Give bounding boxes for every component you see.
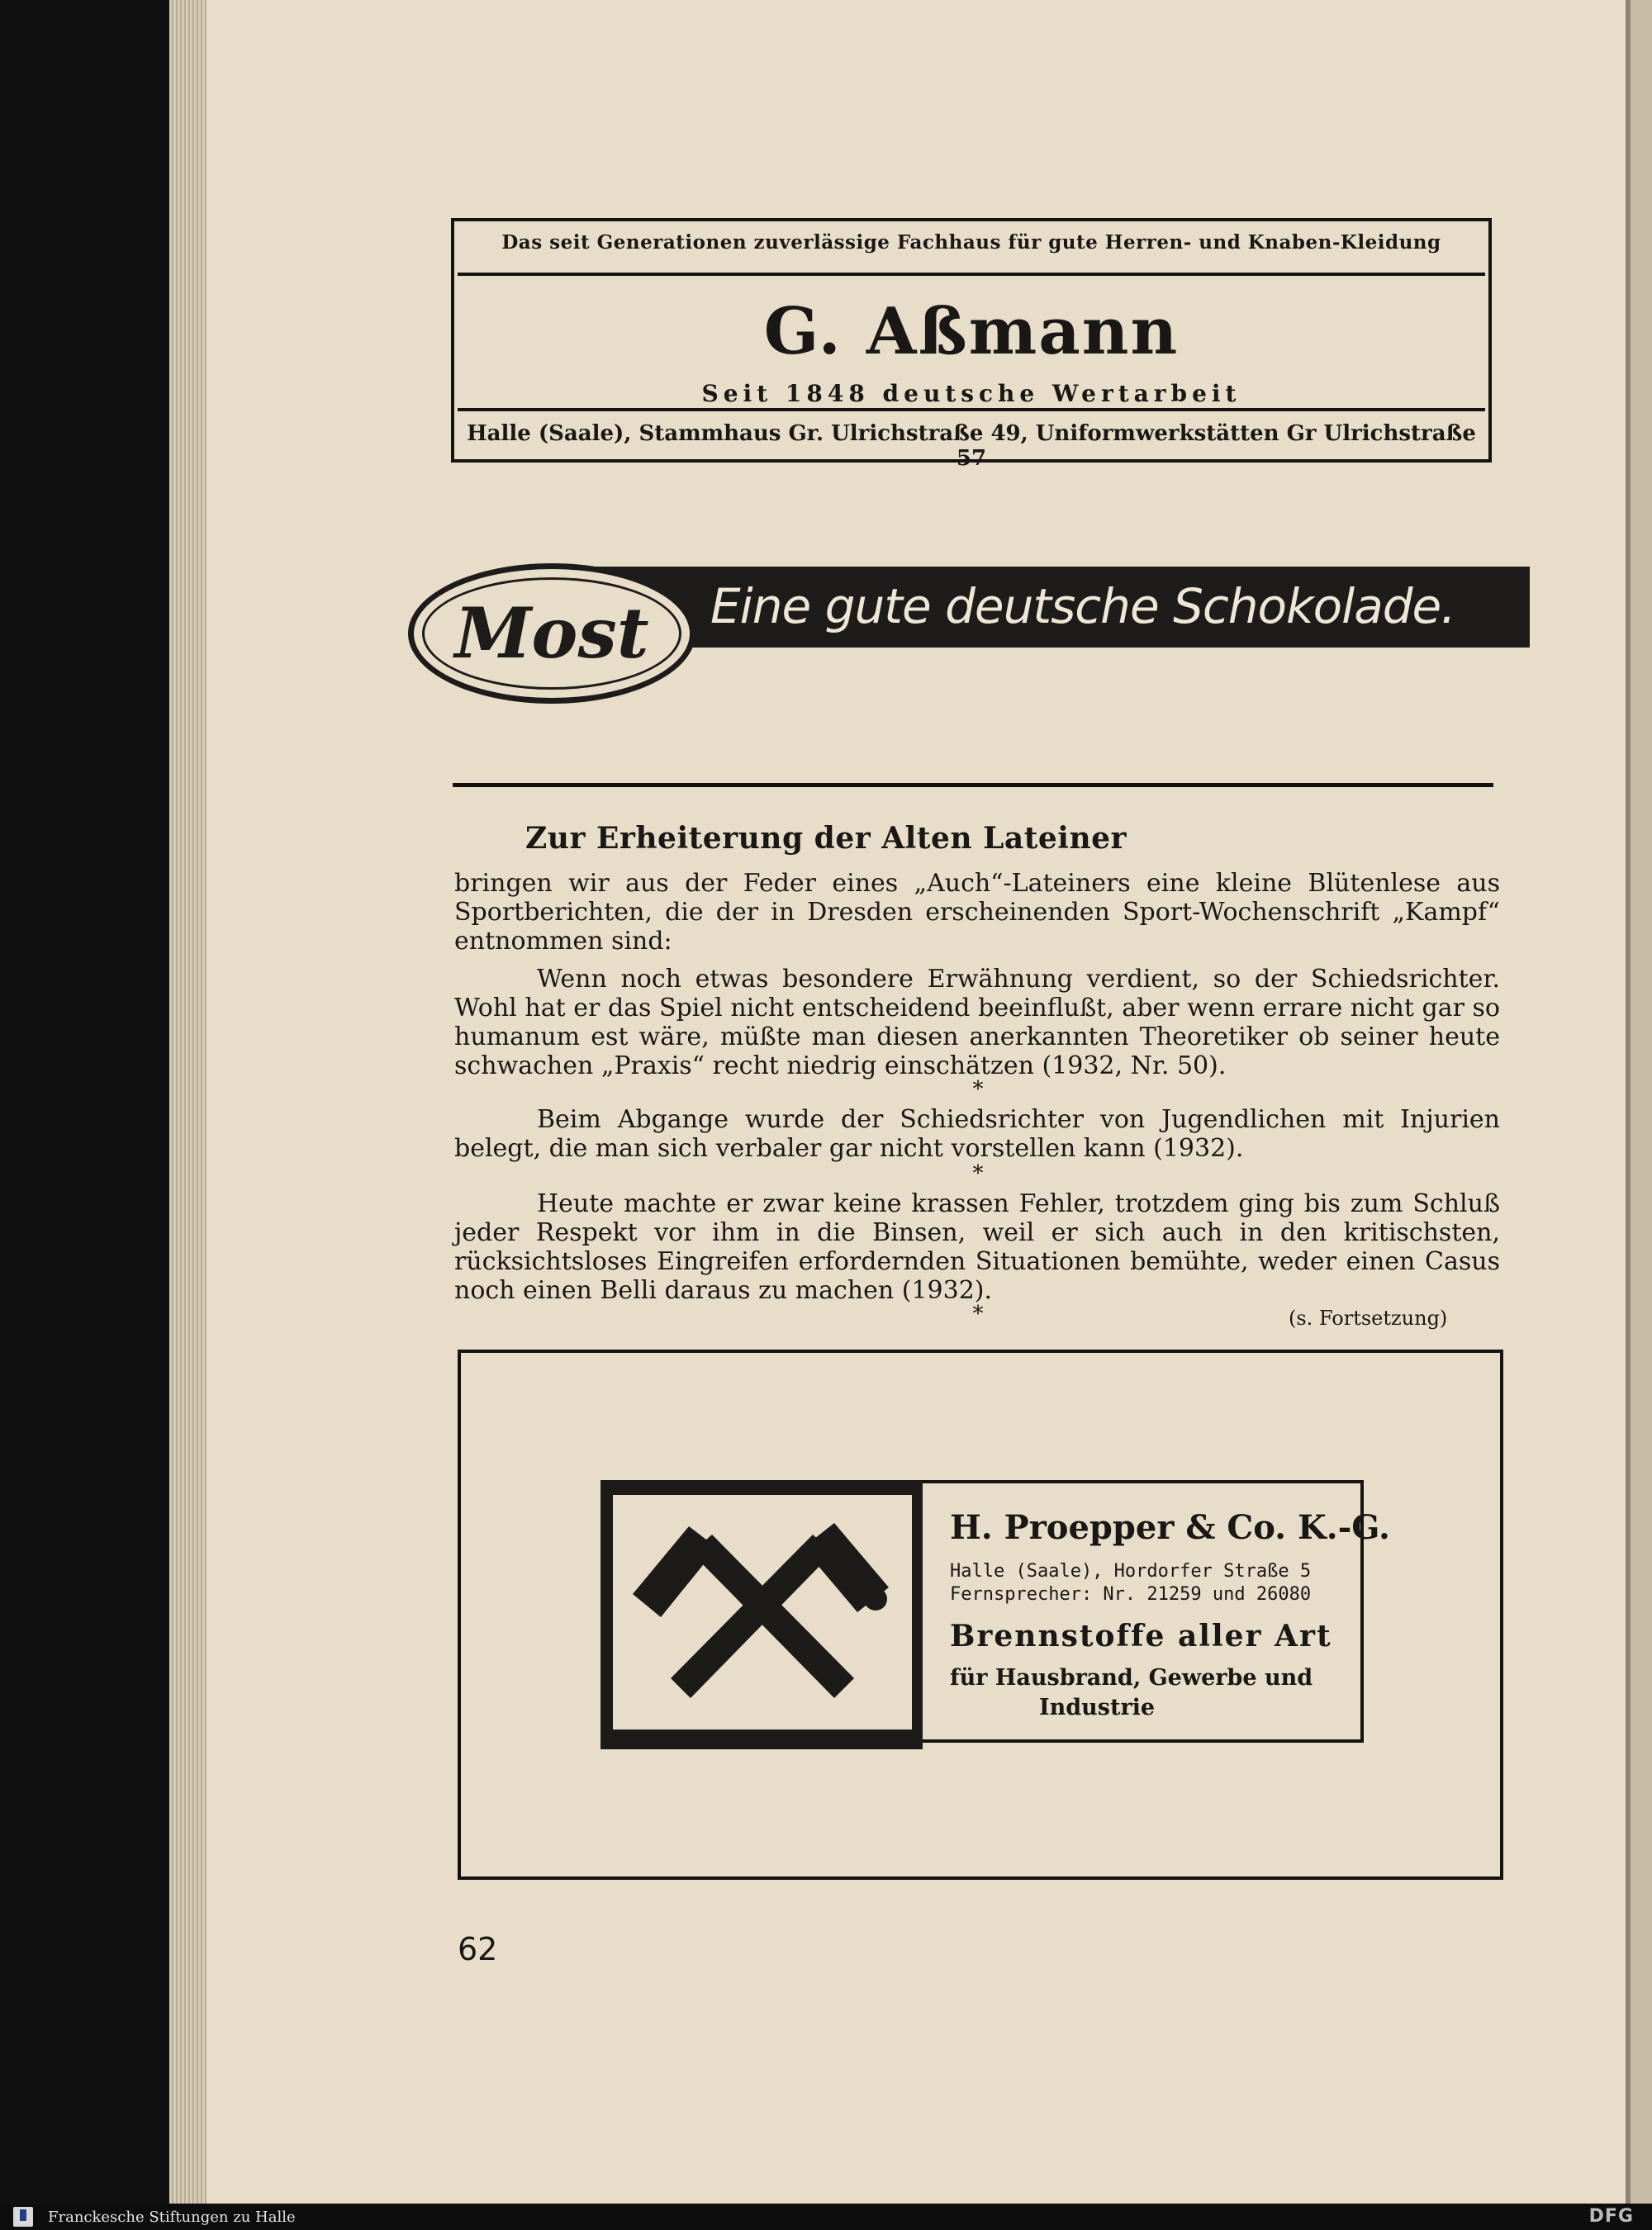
- page-right-edge: [1626, 0, 1652, 2204]
- ad-proepper-company: H. Proepper & Co. K.-G.: [950, 1508, 1390, 1547]
- ad-proepper-address: Halle (Saale), Hordorfer Straße 5: [950, 1561, 1312, 1582]
- ad-proepper-sub-2: Industrie: [1039, 1695, 1156, 1720]
- ad-assmann-name: G. Aßmann: [763, 294, 1180, 369]
- ad-assmann-since: Seit 1848 deutsche Wertarbeit: [701, 380, 1241, 407]
- ad-proepper-phone: Fernsprecher: Nr. 21259 und 26080: [950, 1584, 1312, 1605]
- article-quote-3: Heute machte er zwar keine krassen Fehler, trotzdem ging bis zum Schluß jeder Respekt vor ihm in die Binsen, weil er sich auch in den kritischsten, rücksichtsloses Eingreifen erfordernden Situationen bemühte, weder einen Casus noch einen Belli daraus zu machen (1932).: [454, 1189, 1500, 1305]
- institution-logo-icon[interactable]: [13, 2207, 33, 2227]
- footer-institution[interactable]: Franckesche Stiftungen zu Halle: [48, 2209, 296, 2226]
- ad-most-brand: Most: [454, 592, 649, 674]
- footer-dfg-logo[interactable]: DFG: [1588, 2206, 1634, 2227]
- ad-most-slogan: Eine gute deutsche Schokolade.: [710, 578, 1455, 634]
- article-quote-2: Beim Abgange wurde der Schiedsrichter von Jugendlichen mit Injurien belegt, die man sich verbaler gar nicht vorstellen kann (1932).: [454, 1105, 1500, 1163]
- ad-assmann-address: Halle (Saale), Stammhaus Gr. Ulrichstraße 49, Uniformwerkstätten Gr Ulrichstraße 57: [467, 421, 1476, 471]
- ad-assmann: [451, 218, 1492, 471]
- ad-most-logo: [408, 563, 695, 704]
- separator-star-1: *: [972, 1077, 984, 1102]
- article-intro: bringen wir aus der Feder eines „Auch“-Lateiners eine kleine Blütenlese aus Sportberichten, die der in Dresden erscheinenden Sport-Wochenschrift „Kampf“ entnommen sind:: [454, 869, 1500, 956]
- crossed-hammers-icon: [613, 1495, 912, 1729]
- ad-assmann-tagline: Das seit Generationen zuverlässige Fachhaus für gute Herren- und Knaben-Kleidung: [501, 231, 1441, 254]
- ad-proepper-heading: Brennstoffe aller Art: [950, 1619, 1332, 1654]
- section-divider: [453, 783, 1493, 787]
- ad-proepper-sub-1: für Hausbrand, Gewerbe und: [950, 1665, 1313, 1691]
- continued-note: (s. Fortsetzung): [1289, 1307, 1448, 1330]
- article-title: Zur Erheiterung der Alten Lateiner: [525, 821, 1127, 856]
- page-number: 62: [458, 1931, 498, 1967]
- separator-star-3: *: [972, 1302, 984, 1326]
- article-quote-1: Wenn noch etwas besondere Erwähnung verdient, so der Schiedsrichter. Wohl hat er das Spiel nicht entscheidend beeinflußt, aber wenn errare nicht gar so humanum est wäre, müßte man diesen anerkannten Theoretiker ob seiner heute schwachen „Praxis“ recht niedrig einschätzen (1932, Nr. 50).: [454, 965, 1500, 1080]
- separator-star-2: *: [972, 1161, 984, 1186]
- ad-assmann-rule-top: [458, 273, 1485, 276]
- ad-assmann-rule-bottom: [458, 408, 1485, 411]
